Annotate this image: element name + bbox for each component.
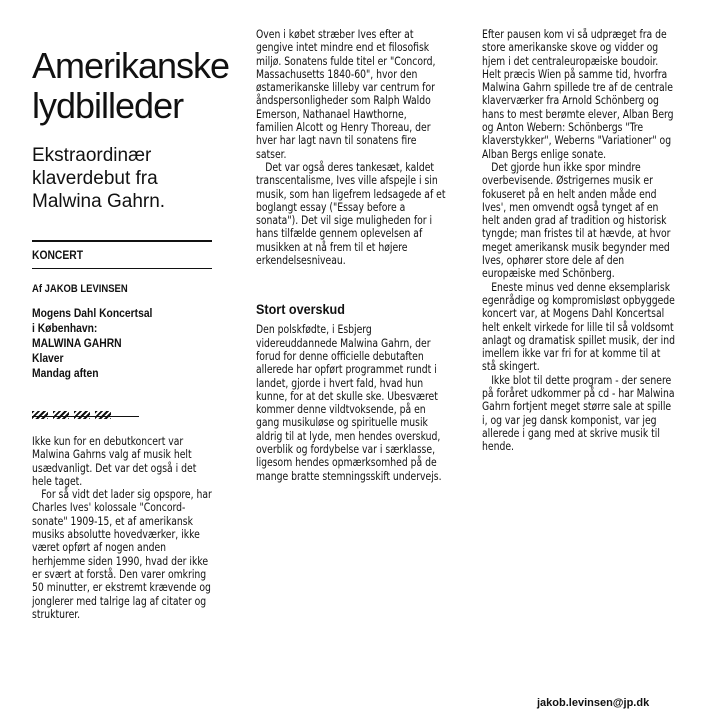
factbox-line: Mandag aften — [32, 366, 99, 380]
column-3 — [482, 28, 678, 454]
paragraph: Det var også deres tankesæt, kaldet transcentalisme, Ives ville afspejle i sin musik, som han ligefrem ledsagede af et boglangt essay ("Essay before a sonata"). Det vil sige muligheden for i hans tilfælde gennem oplevelsen af musikken at nå frem til et højere erkendelsesniveau. — [256, 160, 446, 268]
factbox-line: i København: — [32, 321, 98, 335]
divider — [32, 240, 212, 242]
concert-factbox — [32, 306, 212, 381]
factbox-line: MALWINA GAHRN — [32, 336, 122, 350]
column-2 — [256, 28, 446, 483]
paragraph: Efter pausen kom vi så udpræget fra de store amerikanske skove og vidder og hjem i det centraleuropæiske boudoir. Helt præcis Wien på samme tid, hvorfra Malwina Gahrn spillede tre af de centrale klaverværker fra Arnold Schönberg og hans to mest berømte elever, Alban Berg og Anton Webern: Schönbergs "Tre klaverstykker", Weberns "Variationer" og Alban Bergs enlige sonate. — [482, 28, 674, 161]
factbox-line: Mogens Dahl Koncertsal — [32, 306, 153, 320]
article-body — [256, 28, 446, 267]
paragraph: For så vidt det lader sig opspore, har Charles Ives' kolossale "Concord-sonate" 1909-15, et af amerikansk musiks absolutte hovedværker, ikke været opført af nogen anden herhjemme siden 1990, hvad der ikke er svært at forstå. Den varer omkring 50 minutter, er ekstremt krævende og jonglerer med talrige lag af citater og strukturer. — [32, 488, 212, 621]
column-1 — [32, 0, 230, 621]
paragraph: Det gjorde hun ikke spor mindre overbevisende. Østrigernes musik er fokuseret på en helt anden måde end Ives', men omvendt også tynget af en helt anden grad af tradition og historisk tyngde; man fristes til at hævde, at hvor meget amerikansk musik begynder med Ives, ophører store dele af den europæiske med Schönberg. — [482, 160, 671, 281]
article-body — [32, 435, 212, 621]
article-body — [482, 28, 677, 454]
section-subheading: Stort overskud — [256, 301, 345, 318]
factbox-line: Klaver — [32, 351, 64, 365]
paragraph: Oven i købet stræber Ives efter at gengive intet mindre end et filosofisk miljø. Sonatens fulde titel er "Concord, Massachusetts 1840-60", hvor den østamerikanske lilleby var centrum for åndspersonligheder som Ralph Waldo Emerson, Nathanael Hawthorne, familien Alcott og Henry Thoreau, der hver har lagt navn til sonatens fire satser. — [256, 28, 436, 161]
headline: Amerikanske lydbilleder — [32, 45, 230, 126]
rating-ornament — [32, 406, 139, 417]
paragraph: Ikke kun for en debutkoncert var Malwina Gahrns valg af musik helt usædvanligt. Det var det også i det hele taget. — [32, 435, 197, 488]
article-body — [256, 323, 446, 483]
ornament-mark — [53, 411, 69, 419]
paragraph: Den polskfødte, i Esbjerg videreuddannede Malwina Gahrn, der forud for denne officielle debutaften allerede har opført programmet rundt i landet, gjorde i hvert fald, hvad hun kunne, for at det skulle ske. Ubesværet kommer denne vildtvoksende, på en gang musikuløse og spirituelle musik aldrig til at lyde, men hendes overskud, overblik og fordybelse var i særklasse, ligesom hendes opmærksomhed på de mange bratte stemningsskift undervejs. — [256, 323, 442, 483]
subheadline: Ekstraordinær klaverdebut fra Malwina Gahrn. — [32, 145, 166, 212]
ornament-mark — [95, 411, 111, 419]
paragraph: Ikke blot til dette program - der senere på foråret udkommer på cd - har Malwina Gahrn fortjent meget større sale at spille i, og var jeg dansk komponist, var jeg allerede i gang med at skrive musik til hende. — [482, 373, 675, 454]
divider — [32, 268, 212, 269]
paragraph: Eneste minus ved denne eksemplarisk egenrådige og kompromisløst opbyggede koncert var, at Mogens Dahl Koncertsal helt enkelt virkede for lille til så voldsomt anlagt og dramatisk spillet musik, der ind imellem ikke var fri for at komme til at stå skingert. — [482, 280, 675, 374]
ornament-mark — [32, 411, 48, 419]
section-tag: KONCERT — [32, 248, 84, 262]
ornament-mark — [74, 411, 90, 419]
byline: Af JAKOB LEVINSEN — [32, 283, 128, 295]
author-email: jakob.levinsen@jp.dk — [537, 697, 650, 709]
